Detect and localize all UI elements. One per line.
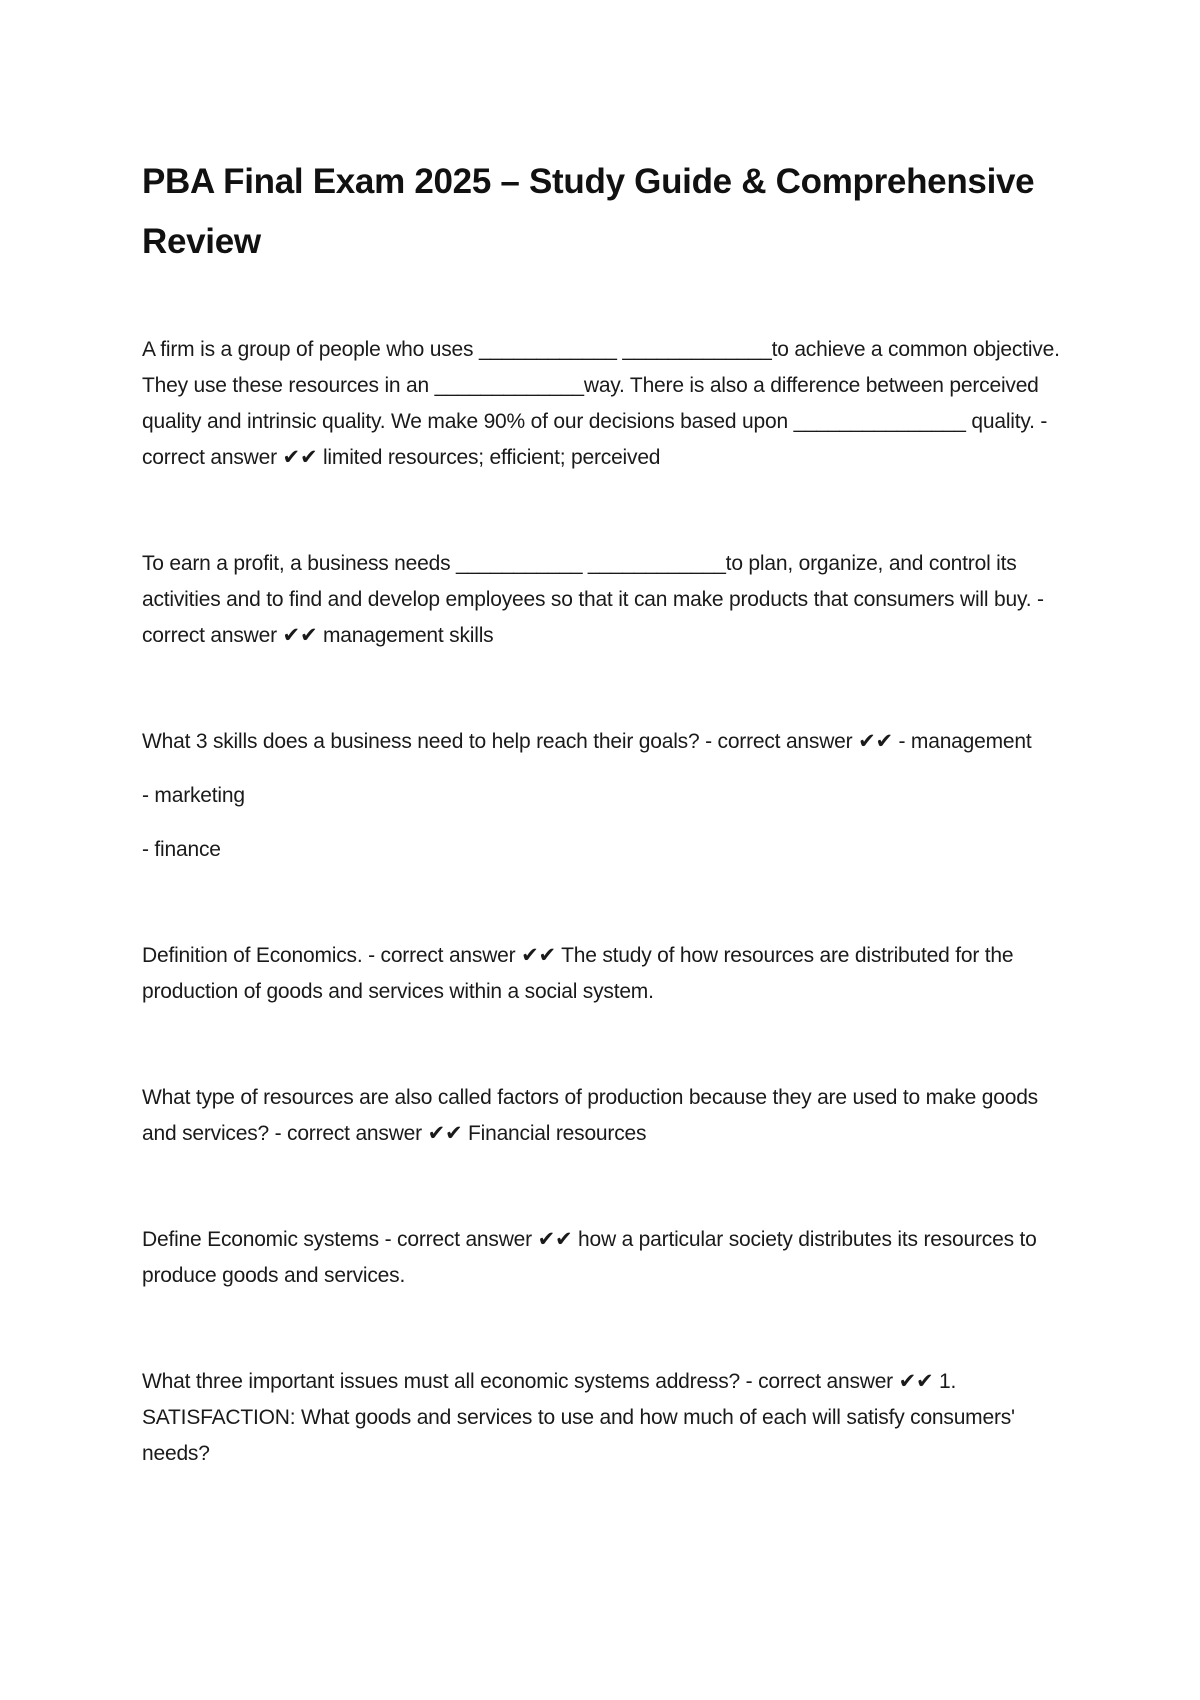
- qa-entry-firm-resources: [142, 332, 1062, 476]
- qa-entry-economic-systems: [142, 1222, 1062, 1294]
- qa-text: To earn a profit, a business needs ___________ ____________to plan, organize, and control its activities and to find and develop employees so that it can make products that consumers will buy. - correct answer ✔✔ management skills: [142, 552, 1044, 647]
- qa-entry-economic-issues: [142, 1364, 1062, 1472]
- qa-entry-economics-definition: [142, 938, 1062, 1010]
- qa-entry-three-skills: [142, 724, 1062, 868]
- document-title: PBA Final Exam 2025 – Study Guide & Comprehensive Review: [142, 162, 1035, 261]
- qa-list-item-finance: - finance: [142, 838, 221, 861]
- qa-entry-management-skills: [142, 546, 1062, 654]
- qa-text: Definition of Economics. - correct answer ✔✔ The study of how resources are distributed for the production of goods and services within a social system.: [142, 944, 1014, 1003]
- qa-text: Define Economic systems - correct answer ✔✔ how a particular society distributes its resources to produce goods and services.: [142, 1228, 1037, 1287]
- qa-entry-factors-of-production: [142, 1080, 1062, 1152]
- qa-text: A firm is a group of people who uses ____________ _____________to achieve a common objective. They use these resources in an _____________way. There is also a difference between perceived quality and intrinsic quality. We make 90% of our decisions based upon _______________ quality. - correct answer ✔✔ limited resources; efficient; perceived: [142, 338, 1060, 469]
- qa-text: What three important issues must all economic systems address? - correct answer ✔✔ 1. SATISFACTION: What goods and services to use and how much of each will satisfy consumers' needs?: [142, 1370, 1015, 1465]
- qa-text: What type of resources are also called factors of production because they are used to make goods and services? - correct answer ✔✔ Financial resources: [142, 1086, 1038, 1145]
- qa-list-item-marketing: - marketing: [142, 784, 245, 807]
- qa-text: What 3 skills does a business need to help reach their goals? - correct answer ✔✔ - management: [142, 730, 1032, 753]
- document-content: [142, 152, 1062, 1472]
